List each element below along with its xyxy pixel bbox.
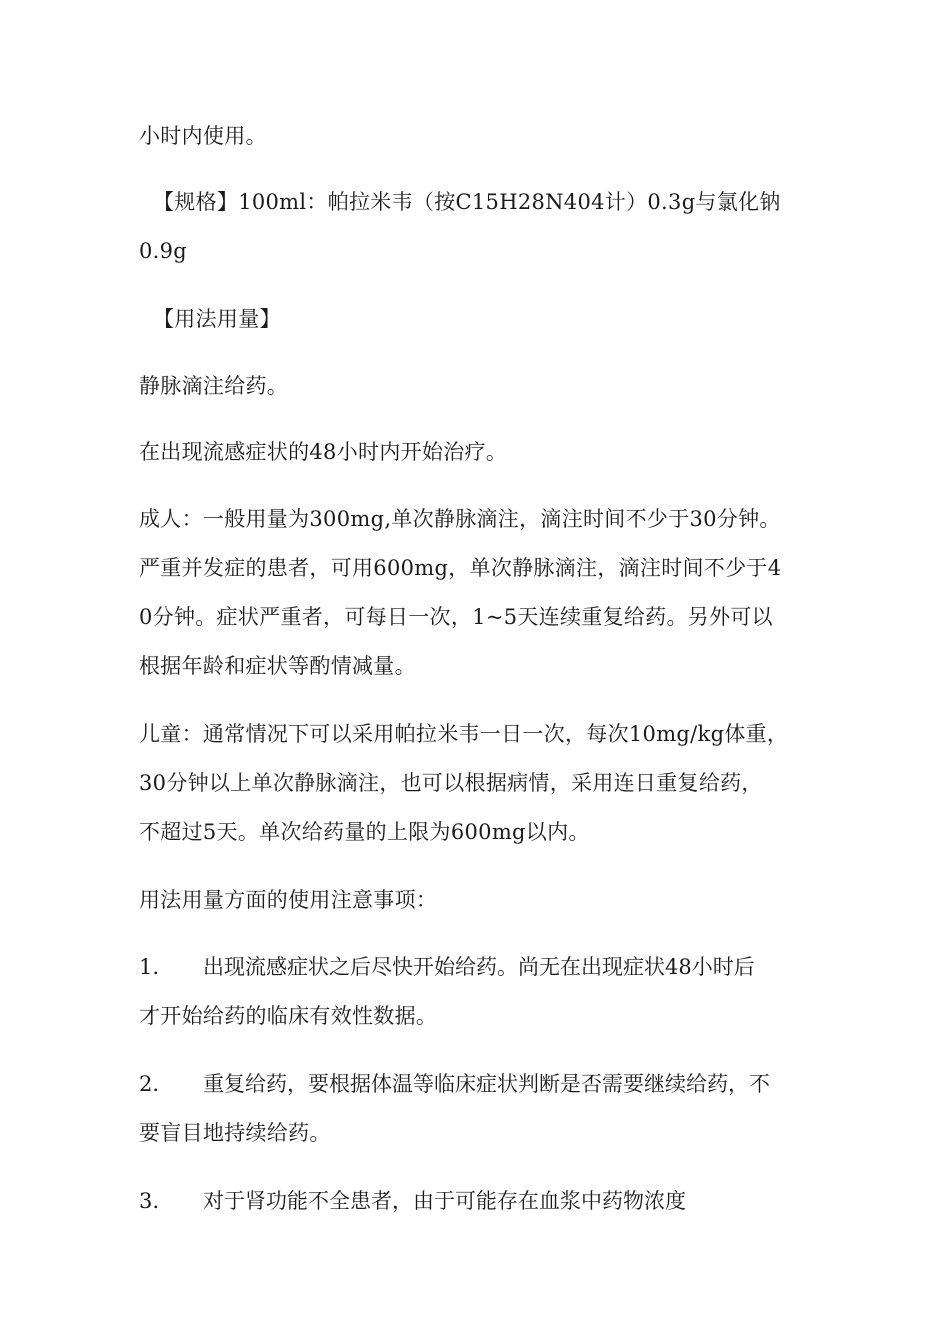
text-line: 小时内使用。	[139, 124, 267, 148]
note-item-2-cont: 要盲目地持续给药。	[139, 1121, 331, 1145]
child-dosage-line: 30分钟以上单次静脉滴注，也可以根据病情，采用连日重复给药，	[139, 771, 763, 795]
notes-heading: 用法用量方面的使用注意事项：	[139, 888, 438, 912]
adult-dosage-line: 根据年龄和症状等酌情减量。	[139, 654, 416, 678]
list-number: 3.	[139, 1189, 160, 1213]
list-number: 1.	[139, 955, 160, 979]
section-heading-usage: 【用法用量】	[153, 307, 281, 331]
note-item-3	[139, 1186, 686, 1216]
child-dosage-line: 儿童：通常情况下可以采用帕拉米韦一日一次，每次10mg/kg体重，	[139, 722, 789, 746]
spec-line-cont: 0.9g	[139, 239, 188, 263]
note-text: 出现流感症状之后尽快开始给药。尚无在出现症状48小时后	[203, 955, 755, 979]
adult-dosage-line: 严重并发症的患者，可用600mg，单次静脉滴注，滴注时间不少于4	[139, 556, 782, 580]
note-item-1-cont: 才开始给药的临床有效性数据。	[139, 1004, 438, 1028]
child-dosage-line: 不超过5天。单次给药量的上限为600mg以内。	[139, 820, 590, 844]
note-text: 对于肾功能不全患者，由于可能存在血浆中药物浓度	[203, 1189, 686, 1213]
adult-dosage-line: 0分钟。症状严重者，可每日一次，1~5天连续重复给药。另外可以	[139, 605, 773, 629]
list-number: 2.	[139, 1072, 160, 1096]
note-item-2	[139, 1069, 770, 1099]
spec-line: 【规格】100ml：帕拉米韦（按C15H28N404计）0.3g与氯化钠	[153, 190, 781, 214]
adult-dosage-line: 成人：一般用量为300mg,单次静脉滴注，滴注时间不少于30分钟。	[139, 507, 781, 531]
text-line: 在出现流感症状的48小时内开始治疗。	[139, 440, 508, 464]
text-line: 静脉滴注给药。	[139, 374, 289, 398]
note-text: 重复给药，要根据体温等临床症状判断是否需要继续给药，不	[203, 1072, 770, 1096]
note-item-1	[139, 952, 755, 982]
